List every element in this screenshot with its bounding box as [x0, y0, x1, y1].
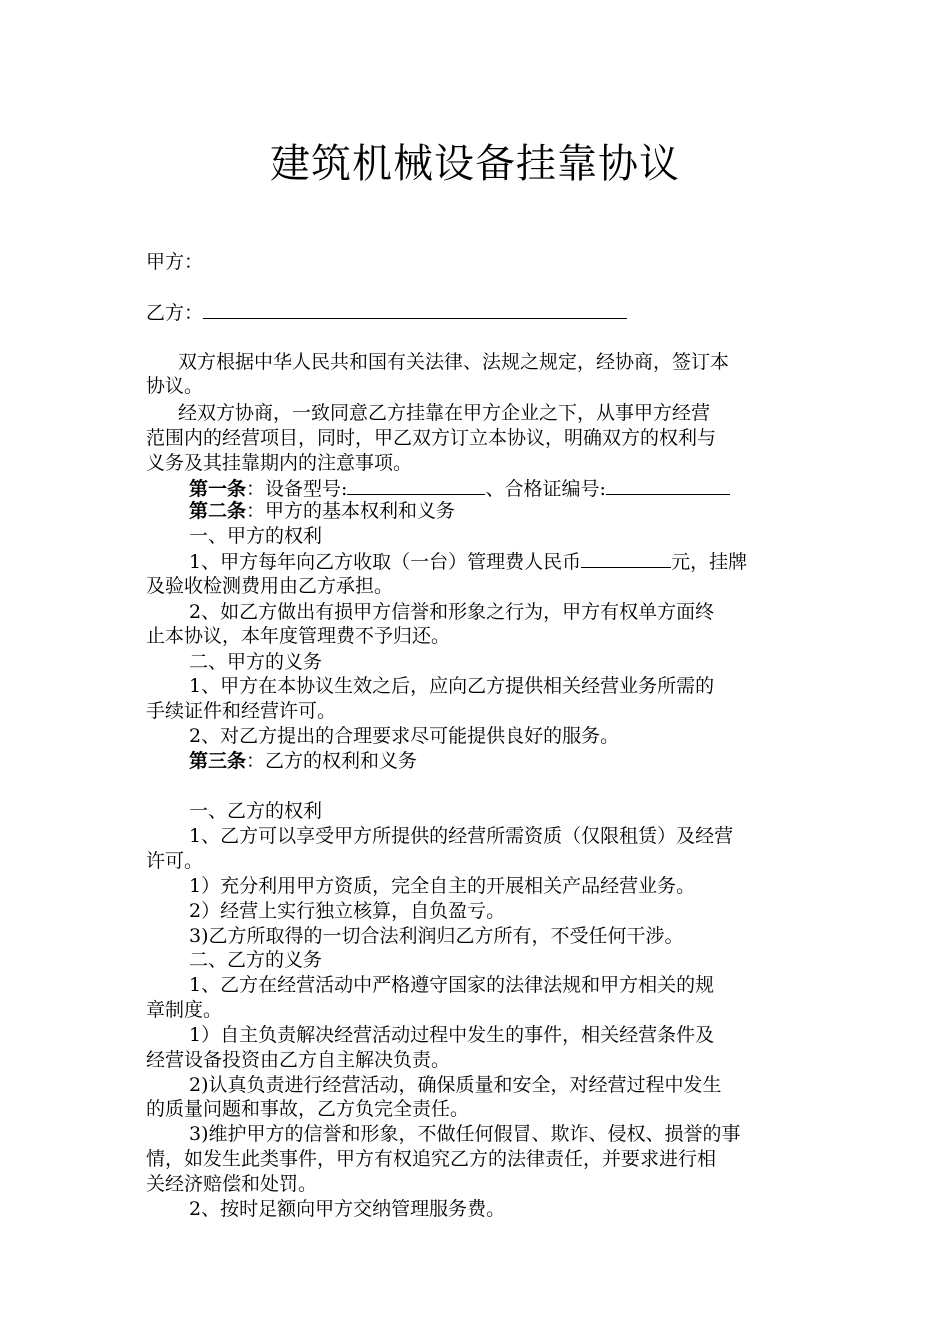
party-a-label: 甲方： [146, 251, 204, 273]
article-2-head: 第二条 [189, 500, 247, 522]
a3-r1b: 2）经营上实行独立核算，自负盈亏。 [189, 900, 506, 922]
a3-o1-l1: 1、乙方在经营活动中严格遵守国家的法律法规和甲方相关的规 [189, 974, 715, 996]
model-colon: : [341, 478, 348, 500]
a3-o2: 2、按时足额向甲方交纳管理服务费。 [189, 1198, 506, 1220]
intro-p2-l1: 经双方协商，一致同意乙方挂靠在甲方企业之下，从事甲方经营 [178, 402, 711, 424]
a3-r1c: 3)乙方所取得的一切合法利润归乙方所有，不受任何干涉。 [189, 925, 684, 947]
a3-o1-l2: 章制度。 [146, 999, 223, 1021]
a3-o1b-l1: 2)认真负责进行经营活动，确保质量和安全，对经营过程中发生 [189, 1074, 722, 1096]
party-b-line [146, 300, 627, 325]
a3-o1c-l2: 情，如发生此类事件，甲方有权追究乙方的法律责任，并要求进行相 [146, 1148, 717, 1170]
intro-p2-l2: 范围内的经营项目，同时，甲乙双方订立本协议，明确双方的权利与 [146, 427, 717, 449]
article-1-head: 第一条 [189, 478, 247, 500]
a2-i1-l1 [189, 549, 747, 574]
a2-s1: 一、甲方的权利 [189, 525, 323, 547]
document-title: 建筑机械设备挂靠协议 [270, 141, 680, 187]
a2-i2-l1: 2、如乙方做出有损甲方信誉和形象之行为，甲方有权单方面终 [189, 601, 715, 623]
intro-p1-l1: 双方根据中华人民共和国有关法律、法规之规定，经协商，签订本 [178, 351, 730, 373]
cert-label: 、合格证编号 [485, 478, 600, 500]
a2-i1-l2: 及验收检测费用由乙方承担。 [146, 575, 394, 597]
cert-blank[interactable] [606, 476, 730, 495]
party-a-line [146, 250, 203, 274]
article-2-text: ：甲方的基本权利和义务 [246, 500, 456, 522]
a3-o1a-l1: 1）自主负责解决经营活动过程中发生的事件，相关经营条件及 [189, 1024, 715, 1046]
fee-text: 1、甲方每年向乙方收取（一台）管理费人民币 [189, 551, 582, 573]
intro-p2-l3: 义务及其挂靠期内的注意事项。 [146, 452, 413, 474]
a3-s1: 一、乙方的权利 [189, 800, 323, 822]
a2-d1-l1: 1、甲方在本协议生效之后，应向乙方提供相关经营业务所需的 [189, 675, 715, 697]
model-blank[interactable] [347, 476, 485, 495]
party-b-blank[interactable] [203, 300, 627, 319]
cert-colon: : [599, 478, 606, 500]
a3-r1a: 1）充分利用甲方资质，完全自主的开展相关产品经营业务。 [189, 875, 696, 897]
a3-o1c-l1: 3)维护甲方的信誉和形象，不做任何假冒、欺诈、侵权、损誉的事 [189, 1123, 741, 1145]
fee-unit: 元，挂牌 [671, 551, 748, 573]
article-3-head: 第三条 [189, 750, 247, 772]
a3-r1-l1: 1、乙方可以享受甲方所提供的经营所需资质（仅限租赁）及经营 [189, 825, 734, 847]
article-2 [189, 499, 455, 523]
a2-i2-l2: 止本协议，本年度管理费不予归还。 [146, 625, 451, 647]
a2-d2: 2、对乙方提出的合理要求尽可能提供良好的服务。 [189, 725, 620, 747]
intro-p1-l2: 协议。 [146, 375, 204, 397]
model-label: 设备型号 [265, 478, 342, 500]
article-3 [189, 749, 417, 773]
party-b-label: 乙方： [146, 302, 204, 324]
a3-o1b-l2: 的质量问题和事故，乙方负完全责任。 [146, 1098, 470, 1120]
a2-s2: 二、甲方的义务 [189, 651, 323, 673]
a3-o1a-l2: 经营设备投资由乙方自主解决负责。 [146, 1049, 451, 1071]
a3-r1-l2: 许可。 [146, 850, 204, 872]
article-3-text: ：乙方的权利和义务 [246, 750, 418, 772]
a3-o1c-l3: 关经济赔偿和处罚。 [146, 1173, 318, 1195]
article-1 [189, 476, 730, 501]
a2-d1-l2: 手续证件和经营许可。 [146, 700, 337, 722]
article-1-colon: ： [246, 478, 266, 500]
a3-s2: 二、乙方的义务 [189, 949, 323, 971]
fee-blank[interactable] [581, 549, 671, 568]
